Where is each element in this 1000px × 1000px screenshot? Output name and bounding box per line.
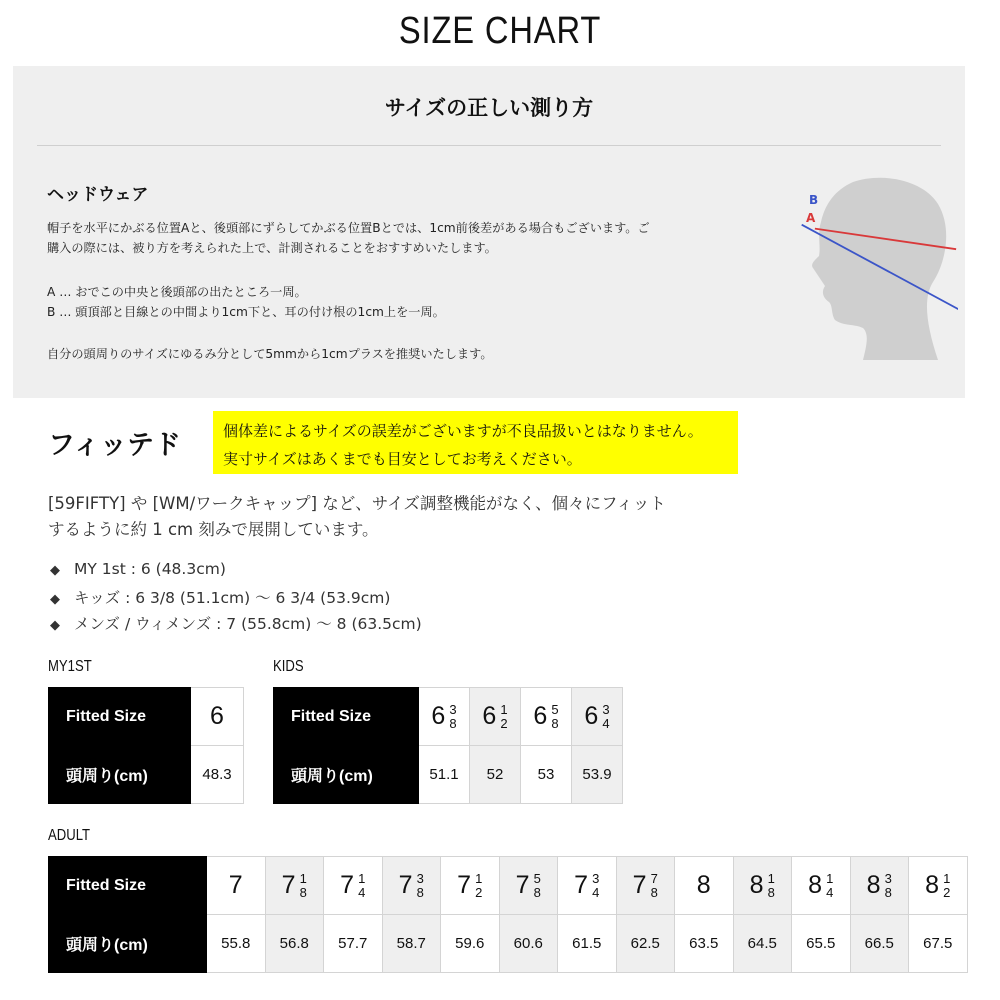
fraction-denominator: 2 [475,885,483,901]
circumference-cell: 63.5 [675,915,734,973]
circumference-cell: 58.7 [382,915,441,973]
row-header-fitted-size: Fitted Size [49,688,191,746]
size-whole: 8 [808,870,823,899]
size-fraction [551,703,558,731]
size-fraction [943,872,950,900]
circumference-cell: 56.8 [265,915,324,973]
row-header-fitted-size: Fitted Size [274,688,419,746]
fraction-denominator: 8 [533,885,541,901]
fraction-numerator: 5 [533,871,541,887]
size-fraction [300,872,307,900]
size-fraction [358,872,365,900]
circumference-cell: 53 [521,746,572,804]
size-cell [324,857,383,915]
size-cell [382,857,441,915]
size-range-text: MY 1st : 6 (48.3cm) [74,560,226,578]
fitted-section-title: フィッテド [48,430,181,461]
guide-text-note: 自分の頭周りのサイズにゆるみ分として5mmから1cmプラスを推奨いたします。 [47,347,493,361]
guide-text-position-a: A … おでこの中央と後頭部の出たところ一周。 [47,285,307,299]
diamond-bullet-icon: ◆ [50,563,60,578]
size-whole: 8 [696,871,711,899]
size-whole: 7 [515,870,530,899]
my1st-size-table [48,687,244,804]
circumference-cell: 61.5 [558,915,617,973]
fraction-numerator: 3 [416,871,424,887]
notice-line: 個体差によるサイズの誤差がございますが不良品扱いとはなりません。 [223,422,703,440]
size-range-item [50,586,390,608]
size-fraction [651,872,658,900]
page-title: SIZE CHART [398,10,602,52]
size-cell [909,857,968,915]
figure-label-b: B [809,193,819,207]
fitted-size-row [49,688,244,746]
size-range-text: メンズ / ウィメンズ : 7 (55.8cm) ～ 8 (63.5cm) [74,615,422,633]
head-circumference-row [274,746,623,804]
circumference-cell: 60.6 [499,915,558,973]
row-header-fitted-size: Fitted Size [49,857,207,915]
size-fraction [534,872,541,900]
notice-highlight-box [213,411,738,474]
size-whole: 7 [340,870,355,899]
row-header-head-circumference: 頭周り(cm) [49,746,191,804]
fraction-numerator: 1 [767,871,775,887]
fraction-numerator: 3 [449,702,457,718]
size-whole: 7 [457,870,472,899]
fitted-description-line: するように約 1 cm 刻みで展開しています。 [48,520,379,539]
fraction-denominator: 4 [602,716,610,732]
fraction-denominator: 4 [358,885,366,901]
size-cell [207,857,266,915]
circumference-cell: 62.5 [616,915,675,973]
circumference-cell: 67.5 [909,915,968,973]
fraction-denominator: 8 [551,716,559,732]
size-fraction [500,703,507,731]
size-whole: 6 [584,701,599,730]
size-whole: 6 [482,701,497,730]
fraction-numerator: 1 [475,871,483,887]
adult-table-label: ADULT [48,827,91,844]
fraction-denominator: 8 [299,885,307,901]
fraction-denominator: 2 [500,716,508,732]
size-cell [733,857,792,915]
size-fraction [768,872,775,900]
size-fraction [826,872,833,900]
fraction-numerator: 1 [299,871,307,887]
my1st-table-label: MY1ST [48,658,92,675]
size-cell [616,857,675,915]
size-cell [499,857,558,915]
circumference-cell: 51.1 [419,746,470,804]
fraction-numerator: 1 [826,871,834,887]
head-silhouette [812,178,946,360]
size-whole: 7 [574,870,589,899]
guide-divider [37,145,941,146]
size-cell [470,688,521,746]
fraction-numerator: 1 [500,702,508,718]
size-whole: 7 [228,871,243,899]
guide-text-position-b: B … 頭頂部と目線との中間より1cm下と、耳の付け根の1cm上を一周。 [47,305,445,319]
figure-label-a: A [806,211,816,225]
size-cell [675,857,734,915]
fraction-numerator: 1 [943,871,951,887]
circumference-cell: 64.5 [733,915,792,973]
fraction-numerator: 7 [650,871,658,887]
kids-size-table [273,687,623,804]
fraction-numerator: 3 [592,871,600,887]
size-range-item [50,560,226,578]
size-cell [265,857,324,915]
size-cell [441,857,500,915]
kids-table-label: KIDS [273,658,304,675]
circumference-cell: 55.8 [207,915,266,973]
size-whole: 6 [533,701,548,730]
size-whole: 8 [866,870,881,899]
size-whole: 6 [431,701,446,730]
circumference-cell: 57.7 [324,915,383,973]
row-header-head-circumference: 頭周り(cm) [274,746,419,804]
circumference-cell: 48.3 [191,746,244,804]
size-fraction [592,872,599,900]
size-whole: 6 [210,702,224,730]
size-fraction [602,703,609,731]
size-whole: 7 [398,870,413,899]
fitted-description-line: [59FIFTY] や [WM/ワークキャップ] など、サイズ調整機能がなく、個々にフィット [48,494,666,513]
size-cell [419,688,470,746]
size-cell [792,857,851,915]
circumference-cell: 66.5 [850,915,909,973]
head-measurement-figure [793,174,958,360]
fraction-denominator: 8 [449,716,457,732]
size-range-text: キッズ : 6 3/8 (51.1cm) ～ 6 3/4 (53.9cm) [74,589,391,607]
circumference-cell: 52 [470,746,521,804]
fitted-size-row [49,857,968,915]
adult-size-table [48,856,968,973]
diamond-bullet-icon: ◆ [50,592,60,607]
guide-text-line: 帽子を水平にかぶる位置Aと、後頭部にずらしてかぶる位置Bとでは、1cm前後差がある場合もございます。ご [47,221,650,235]
circumference-cell: 53.9 [572,746,623,804]
fraction-denominator: 4 [592,885,600,901]
circumference-cell: 65.5 [792,915,851,973]
head-circumference-row [49,915,968,973]
fraction-denominator: 8 [650,885,658,901]
size-fraction [417,872,424,900]
size-whole: 7 [632,870,647,899]
fitted-size-row [274,688,623,746]
fraction-numerator: 1 [358,871,366,887]
size-whole: 8 [749,870,764,899]
fraction-numerator: 3 [602,702,610,718]
size-fraction [449,703,456,731]
headwear-heading: ヘッドウェア [47,185,149,205]
size-cell [191,688,244,746]
size-cell [850,857,909,915]
size-whole: 8 [925,870,940,899]
size-cell [558,857,617,915]
head-circumference-row [49,746,244,804]
diamond-bullet-icon: ◆ [50,618,60,633]
row-header-head-circumference: 頭周り(cm) [49,915,207,973]
fraction-numerator: 5 [551,702,559,718]
size-fraction [475,872,482,900]
guide-title: サイズの正しい測り方 [384,96,594,120]
fraction-denominator: 8 [767,885,775,901]
fraction-denominator: 4 [826,885,834,901]
size-cell [572,688,623,746]
circumference-cell: 59.6 [441,915,500,973]
fraction-numerator: 3 [884,871,892,887]
size-cell [521,688,572,746]
size-fraction [885,872,892,900]
measuring-guide-panel [13,66,965,398]
size-range-item [50,612,422,634]
guide-text-line: 購入の際には、被り方を考えられた上で、計測されることをおすすめいたします。 [47,241,497,255]
fraction-denominator: 2 [943,885,951,901]
notice-line: 実寸サイズはあくまでも目安としてお考えください。 [223,450,582,468]
fraction-denominator: 8 [884,885,892,901]
size-whole: 7 [281,870,296,899]
fraction-denominator: 8 [416,885,424,901]
